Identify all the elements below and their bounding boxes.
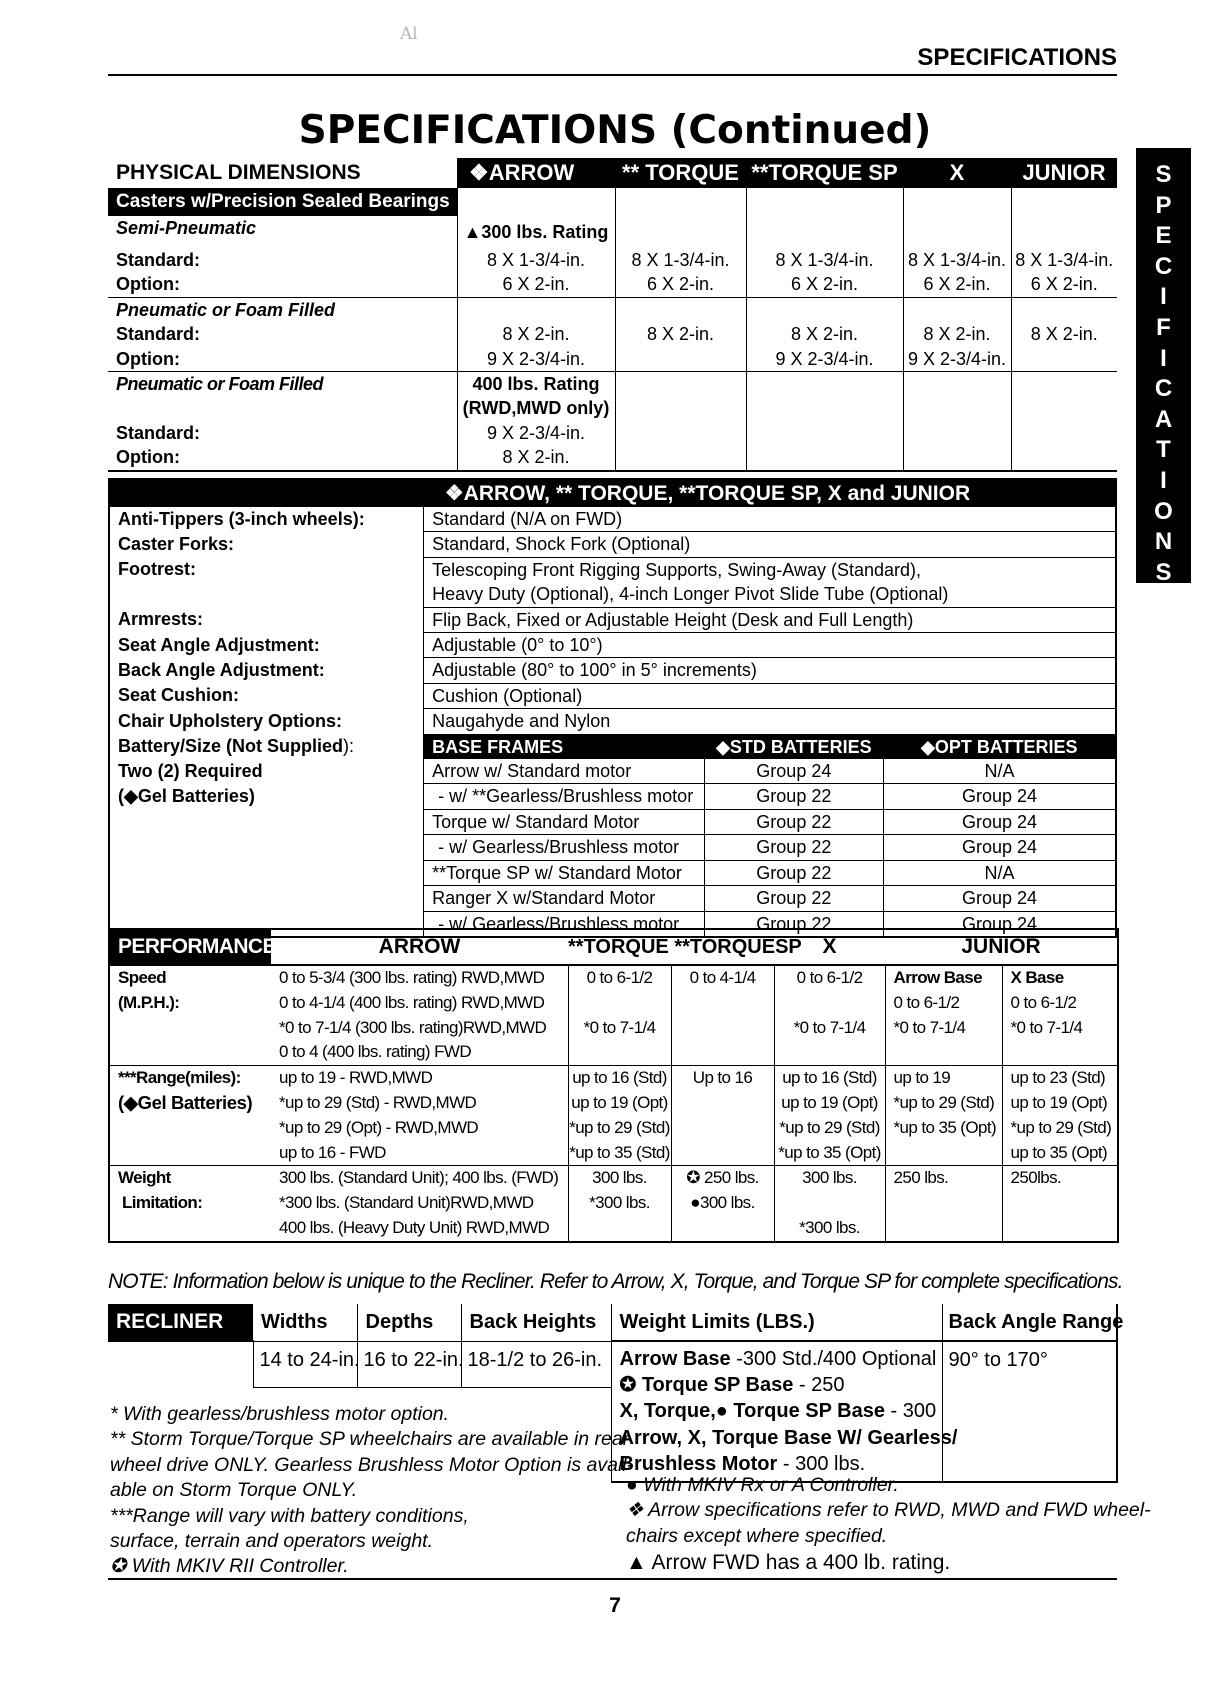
two-required-label: Two (2) Required	[109, 759, 424, 784]
range-junior-arrow: up to 19	[885, 1066, 1002, 1091]
range-junior-x: up to 23 (Std)	[1002, 1066, 1118, 1091]
footnote: chairs except where specified.	[626, 1524, 888, 1547]
pf-std-arrow: 8 X 2-in.	[457, 322, 615, 346]
weight-limit-rest: - 300 lbs.	[777, 1452, 866, 1475]
option-label: Option:	[116, 348, 180, 369]
recliner-weight-limits	[611, 1341, 958, 1482]
battery-opt: Group 24	[961, 913, 1038, 934]
side-tab-letter: N	[1154, 528, 1173, 556]
back-heights-header: Back Heights	[461, 1304, 611, 1341]
col-x: X	[903, 158, 1011, 188]
upholstery-value: Naugahyde and Nylon	[424, 709, 1116, 734]
features-header: ❖ARROW, ** TORQUE, **TORQUE SP, X and JUNIOR	[109, 479, 1116, 507]
range-junior-arrow: *up to 29 (Std)	[885, 1091, 1002, 1116]
col-torque-sp: **TORQUE SP	[746, 158, 903, 188]
limitation-label: Limitation:	[122, 1193, 203, 1213]
speed-arrow: 0 to 4-1/4 (400 lbs. rating) RWD,MWD	[271, 991, 568, 1016]
weight-limit-rest: - 250	[793, 1374, 845, 1397]
range-torque: *up to 35 (Std)	[568, 1141, 671, 1166]
battery-opt: N/A	[884, 860, 1117, 885]
weight-torque: 300 lbs.	[568, 1166, 671, 1191]
semi-pneumatic-label: Semi-Pneumatic	[116, 218, 257, 238]
footnote: wheel drive ONLY. Gearless Brushless Motor Option is avail-	[110, 1453, 634, 1476]
weight-limits-header: Weight Limits (LBS.)	[611, 1304, 942, 1341]
semi-opt-arrow: 6 X 2-in.	[457, 272, 615, 297]
footnote: ✪ With MKIV RII Controller.	[110, 1555, 349, 1578]
page-header: SPECIFICATIONS	[917, 44, 1117, 71]
range-torque: *up to 29 (Std)	[568, 1116, 671, 1141]
side-tab-letter: T	[1156, 436, 1171, 464]
battery-frame: **Torque SP w/ Standard Motor	[424, 860, 705, 885]
pneumatic-foam-label: Pneumatic or Foam Filled	[108, 297, 457, 322]
footrest-value-2: Heavy Duty (Optional), 4-inch Longer Pivot Slide Tube (Optional)	[424, 582, 1116, 607]
pf-std-junior: 8 X 2-in.	[1011, 322, 1117, 346]
header-rule	[108, 74, 1117, 76]
battery-frame: - w/ Gearless/Brushless motor	[424, 911, 705, 937]
footnote: ● With MKIV Rx or A Controller.	[626, 1474, 899, 1496]
watermark: Al	[400, 24, 418, 44]
side-tab-letter: E	[1155, 222, 1172, 250]
pf-std-torque-sp: 8 X 2-in.	[746, 322, 903, 346]
back-angle-range-header: Back Angle Range	[942, 1304, 1117, 1341]
speed-junior-arrow: 0 to 6-1/2	[885, 991, 1002, 1016]
semi-std-torque-sp: 8 X 1-3/4-in.	[746, 248, 903, 272]
semi-opt-junior: 6 X 2-in.	[1011, 272, 1117, 297]
footnote: ** Storm Torque/Torque SP wheelchairs are available in rear	[110, 1428, 630, 1451]
not-supplied-label: Not Supplied	[232, 736, 344, 757]
weight-torque-sp: ●300 lbs.	[671, 1191, 774, 1216]
side-tab-letter: O	[1154, 497, 1173, 525]
recliner-depths: 16 to 22-in.	[357, 1341, 461, 1388]
seat-cushion-value: Cushion (Optional)	[424, 683, 1116, 708]
col-junior: JUNIOR	[1011, 158, 1117, 188]
speed-junior-x: 0 to 6-1/2	[1010, 992, 1077, 1012]
pf-std-torque: 8 X 2-in.	[615, 322, 746, 346]
perf-col-x: X	[774, 929, 885, 965]
battery-frame: - w/ Gearless/Brushless motor	[424, 835, 705, 860]
col-torque: ** TORQUE	[615, 158, 746, 188]
semi-std-junior: 8 X 1-3/4-in.	[1011, 248, 1117, 272]
base-frames-header: BASE FRAMES	[424, 734, 705, 759]
weight-limit-line	[620, 1372, 942, 1398]
arrow-base-label: Arrow Base	[885, 966, 1002, 991]
side-tab-letter: S	[1155, 558, 1172, 586]
battery-opt: Group 24	[884, 809, 1117, 834]
r400-std-arrow: 9 X 2-3/4-in.	[457, 421, 615, 445]
performance-label: PERFORMANCE	[109, 929, 271, 965]
armrests-label: Armrests:	[109, 607, 424, 632]
pf-opt-arrow: 9 X 2-3/4-in.	[457, 347, 615, 372]
battery-label-part: Battery/Size (	[118, 736, 233, 757]
battery-opt: Group 24	[884, 886, 1117, 911]
range-x: *up to 35 (Opt)	[774, 1141, 885, 1166]
footnote: surface, terrain and operators weight.	[110, 1530, 434, 1553]
range-arrow: up to 19 - RWD,MWD	[271, 1066, 568, 1091]
perf-col-junior: JUNIOR	[885, 929, 1118, 965]
footnotes-right	[626, 1473, 1151, 1577]
weight-torque-sp: ✪ 250 lbs.	[671, 1166, 774, 1191]
rating-400: 400 lbs. Rating	[457, 372, 615, 397]
side-tab-letter: F	[1156, 313, 1171, 341]
armrests-value: Flip Back, Fixed or Adjustable Height (Desk and Full Length)	[424, 607, 1116, 632]
pf-std-x: 8 X 2-in.	[903, 322, 1011, 346]
footer-rule	[108, 1578, 1117, 1580]
recliner-note: NOTE: Information below is unique to the Recliner. Refer to Arrow, X, Torque, and Torque SP for complete specifications.	[108, 1270, 1123, 1293]
weight-limit-line	[620, 1346, 942, 1372]
battery-opt: N/A	[884, 759, 1117, 784]
range-arrow: up to 16 - FWD	[271, 1141, 568, 1166]
battery-std: Group 22	[704, 835, 883, 860]
weight-x: 300 lbs.	[774, 1166, 885, 1191]
back-angle-label: Back Angle Adjustment:	[109, 658, 424, 683]
range-junior-x: up to 19 (Opt)	[1010, 1092, 1108, 1112]
range-torque: up to 19 (Opt)	[568, 1091, 671, 1116]
fwd-rating-note: ▲ Arrow FWD has a 400 lb. rating.	[626, 1551, 951, 1575]
battery-frame: Ranger X w/Standard Motor	[424, 886, 705, 911]
semi-opt-torque: 6 X 2-in.	[615, 272, 746, 297]
back-angle-value: Adjustable (80° to 100° in 5° increments)	[424, 658, 1116, 683]
side-tab-letter: I	[1160, 344, 1167, 372]
pf-opt-torque-sp: 9 X 2-3/4-in.	[746, 347, 903, 372]
range-arrow: *up to 29 (Std) - RWD,MWD	[271, 1091, 568, 1116]
footnote: ❖ Arrow specifications refer to RWD, MWD and FWD wheel-	[626, 1499, 1151, 1522]
range-junior-arrow: *up to 35 (Opt)	[885, 1116, 1002, 1141]
perf-col-arrow: ARROW	[271, 929, 568, 965]
page-title: SPECIFICATIONS (Continued)	[298, 108, 932, 153]
footnote: ***Range will vary with battery conditions,	[110, 1504, 469, 1527]
r400-opt-arrow: 8 X 2-in.	[457, 445, 615, 470]
footnotes-left	[110, 1402, 633, 1580]
range-junior-x: *up to 29 (Std)	[1010, 1117, 1112, 1137]
x-base-label: X Base	[1010, 968, 1064, 987]
speed-junior-x: *0 to 7-1/4	[1010, 1017, 1083, 1037]
speed-torque: *0 to 7-1/4	[568, 1016, 671, 1041]
opt-batteries-header: ◆OPT BATTERIES	[884, 734, 1117, 759]
footnote: * With gearless/brushless motor option.	[110, 1403, 450, 1425]
weight-limit-rest: -300 Std./400 Optional	[730, 1348, 937, 1370]
rating-300: ▲300 lbs. Rating	[457, 216, 615, 248]
side-tab	[1136, 148, 1191, 586]
seat-cushion-label: Seat Cushion:	[109, 683, 424, 708]
upholstery-label: Chair Upholstery Options:	[109, 709, 424, 734]
std-batteries-header: ◆STD BATTERIES	[704, 734, 883, 759]
weight-junior-arrow: 250 lbs.	[885, 1166, 1002, 1191]
side-tab-letter: S	[1155, 161, 1172, 188]
battery-std: Group 22	[704, 911, 883, 937]
anti-tippers-value: Standard (N/A on FWD)	[424, 507, 1116, 532]
weight-limit-line	[619, 1425, 958, 1451]
range-x: *up to 29 (Std)	[774, 1116, 885, 1141]
speed-torque-sp: 0 to 4-1/4	[671, 966, 774, 991]
speed-arrow: *0 to 7-1/4 (300 lbs. rating)RWD,MWD	[271, 1016, 568, 1041]
weight-limit-bold: Brushless Motor	[619, 1452, 778, 1475]
weight-junior-x: 250lbs.	[1002, 1166, 1118, 1191]
range-x: up to 19 (Opt)	[774, 1091, 885, 1116]
casters-label: Casters w/Precision Sealed Bearings	[108, 188, 457, 216]
option-label: Option:	[116, 274, 180, 295]
speed-junior-arrow: *0 to 7-1/4	[885, 1016, 1002, 1041]
features-table	[108, 478, 1117, 938]
weight-limit-bold: Arrow Base	[619, 1348, 731, 1370]
page-number: 7	[609, 1594, 621, 1617]
weight-x: *300 lbs.	[774, 1216, 885, 1242]
rating-400-note: (RWD,MWD only)	[457, 396, 615, 420]
speed-x: 0 to 6-1/2	[774, 966, 885, 991]
battery-std: Group 22	[704, 886, 883, 911]
standard-label: Standard:	[116, 324, 201, 345]
side-tab-letter: C	[1154, 375, 1173, 403]
anti-tippers-label: Anti-Tippers (3-inch wheels):	[109, 507, 424, 532]
range-label: ***Range(miles):	[109, 1066, 271, 1091]
battery-std: Group 24	[704, 759, 883, 784]
footrest-value-1: Telescoping Front Rigging Supports, Swing-Away (Standard),	[432, 559, 922, 580]
side-tab-letter: P	[1155, 191, 1172, 219]
side-tab-letter: C	[1154, 252, 1173, 280]
semi-opt-torque-sp: 6 X 2-in.	[746, 272, 903, 297]
weight-limit-bold: X, Torque,● Torque SP Base	[619, 1400, 885, 1423]
range-junior-x: up to 35 (Opt)	[1010, 1142, 1108, 1162]
depths-header: Depths	[357, 1304, 461, 1341]
footnote: able on Storm Torque ONLY.	[110, 1479, 358, 1502]
caster-forks-value: Standard, Shock Fork (Optional)	[424, 532, 1116, 557]
semi-std-arrow: 8 X 1-3/4-in.	[457, 248, 615, 272]
recliner-back-heights: 18-1/2 to 26-in.	[461, 1341, 611, 1388]
footrest-label: Footrest:	[109, 557, 424, 582]
speed-arrow: 0 to 5-3/4 (300 lbs. rating) RWD,MWD	[271, 966, 568, 991]
weight-label: Weight	[109, 1166, 271, 1191]
standard-label: Standard:	[116, 250, 201, 270]
physical-section-label: PHYSICAL DIMENSIONS	[116, 161, 361, 184]
gel-batteries-label: (◆Gel Batteries)	[118, 1091, 253, 1113]
side-tab-letter: I	[1160, 466, 1167, 494]
range-x: up to 16 (Std)	[774, 1066, 885, 1091]
range-torque-sp: Up to 16	[671, 1066, 774, 1091]
recliner-widths: 14 to 24-in.	[253, 1341, 357, 1388]
seat-angle-label: Seat Angle Adjustment:	[109, 633, 424, 658]
pf-opt-x: 9 X 2-3/4-in.	[903, 347, 1011, 372]
recliner-label: RECLINER	[108, 1304, 253, 1341]
performance-table	[108, 928, 1119, 1243]
side-tab-letter: I	[1160, 283, 1167, 311]
weight-arrow: 400 lbs. (Heavy Duty Unit) RWD,MWD	[271, 1216, 568, 1242]
speed-label: Speed	[118, 968, 167, 987]
weight-torque: *300 lbs.	[568, 1191, 671, 1216]
battery-opt: Group 24	[884, 784, 1117, 809]
caster-forks-label: Caster Forks:	[109, 532, 424, 557]
range-torque: up to 16 (Std)	[568, 1066, 671, 1091]
side-tab-letter: A	[1154, 405, 1173, 433]
semi-std-x: 8 X 1-3/4-in.	[903, 248, 1011, 272]
speed-x: *0 to 7-1/4	[774, 1016, 885, 1041]
perf-col-torque: **TORQUE **TORQUESP	[568, 929, 774, 965]
battery-size-label	[109, 734, 424, 759]
speed-torque: 0 to 6-1/2	[568, 966, 671, 991]
speed-unit-label: (M.P.H.):	[118, 992, 180, 1012]
battery-frame: - w/ **Gearless/Brushless motor	[424, 784, 705, 809]
battery-opt: Group 24	[884, 835, 1117, 860]
battery-std: Group 22	[704, 860, 883, 885]
battery-std: Group 22	[704, 784, 883, 809]
weight-limit-rest: - 300	[884, 1400, 937, 1423]
weight-limit-bold: ✪ Torque SP Base	[619, 1374, 794, 1397]
seat-angle-value: Adjustable (0° to 10°)	[424, 633, 1116, 658]
col-arrow: ❖ARROW	[457, 158, 615, 188]
battery-label-end: ):	[343, 736, 355, 757]
standard-label: Standard:	[116, 422, 201, 443]
recliner-back-angle: 90° to 170°	[942, 1341, 1117, 1482]
battery-frame: Torque w/ Standard Motor	[424, 809, 705, 834]
speed-arrow: 0 to 4 (400 lbs. rating) FWD	[271, 1040, 568, 1065]
gel-batteries-label: (◆Gel Batteries)	[109, 784, 424, 809]
physical-dimensions-table	[108, 158, 1117, 472]
battery-std: Group 22	[704, 809, 883, 834]
battery-frame: Arrow w/ Standard motor	[424, 759, 705, 784]
range-arrow: *up to 29 (Opt) - RWD,MWD	[271, 1116, 568, 1141]
weight-limit-bold: Arrow, X, Torque Base W/ Gearless/	[619, 1426, 958, 1449]
option-label: Option:	[108, 445, 457, 470]
semi-opt-x: 6 X 2-in.	[903, 272, 1011, 297]
pneumatic-foam-label-2: Pneumatic or Foam Filled	[108, 372, 457, 397]
weight-arrow: *300 lbs. (Standard Unit)RWD,MWD	[271, 1191, 568, 1216]
semi-std-torque: 8 X 1-3/4-in.	[615, 248, 746, 272]
weight-limit-line	[620, 1398, 942, 1424]
widths-header: Widths	[253, 1304, 357, 1341]
weight-arrow: 300 lbs. (Standard Unit); 400 lbs. (FWD)	[271, 1166, 568, 1191]
